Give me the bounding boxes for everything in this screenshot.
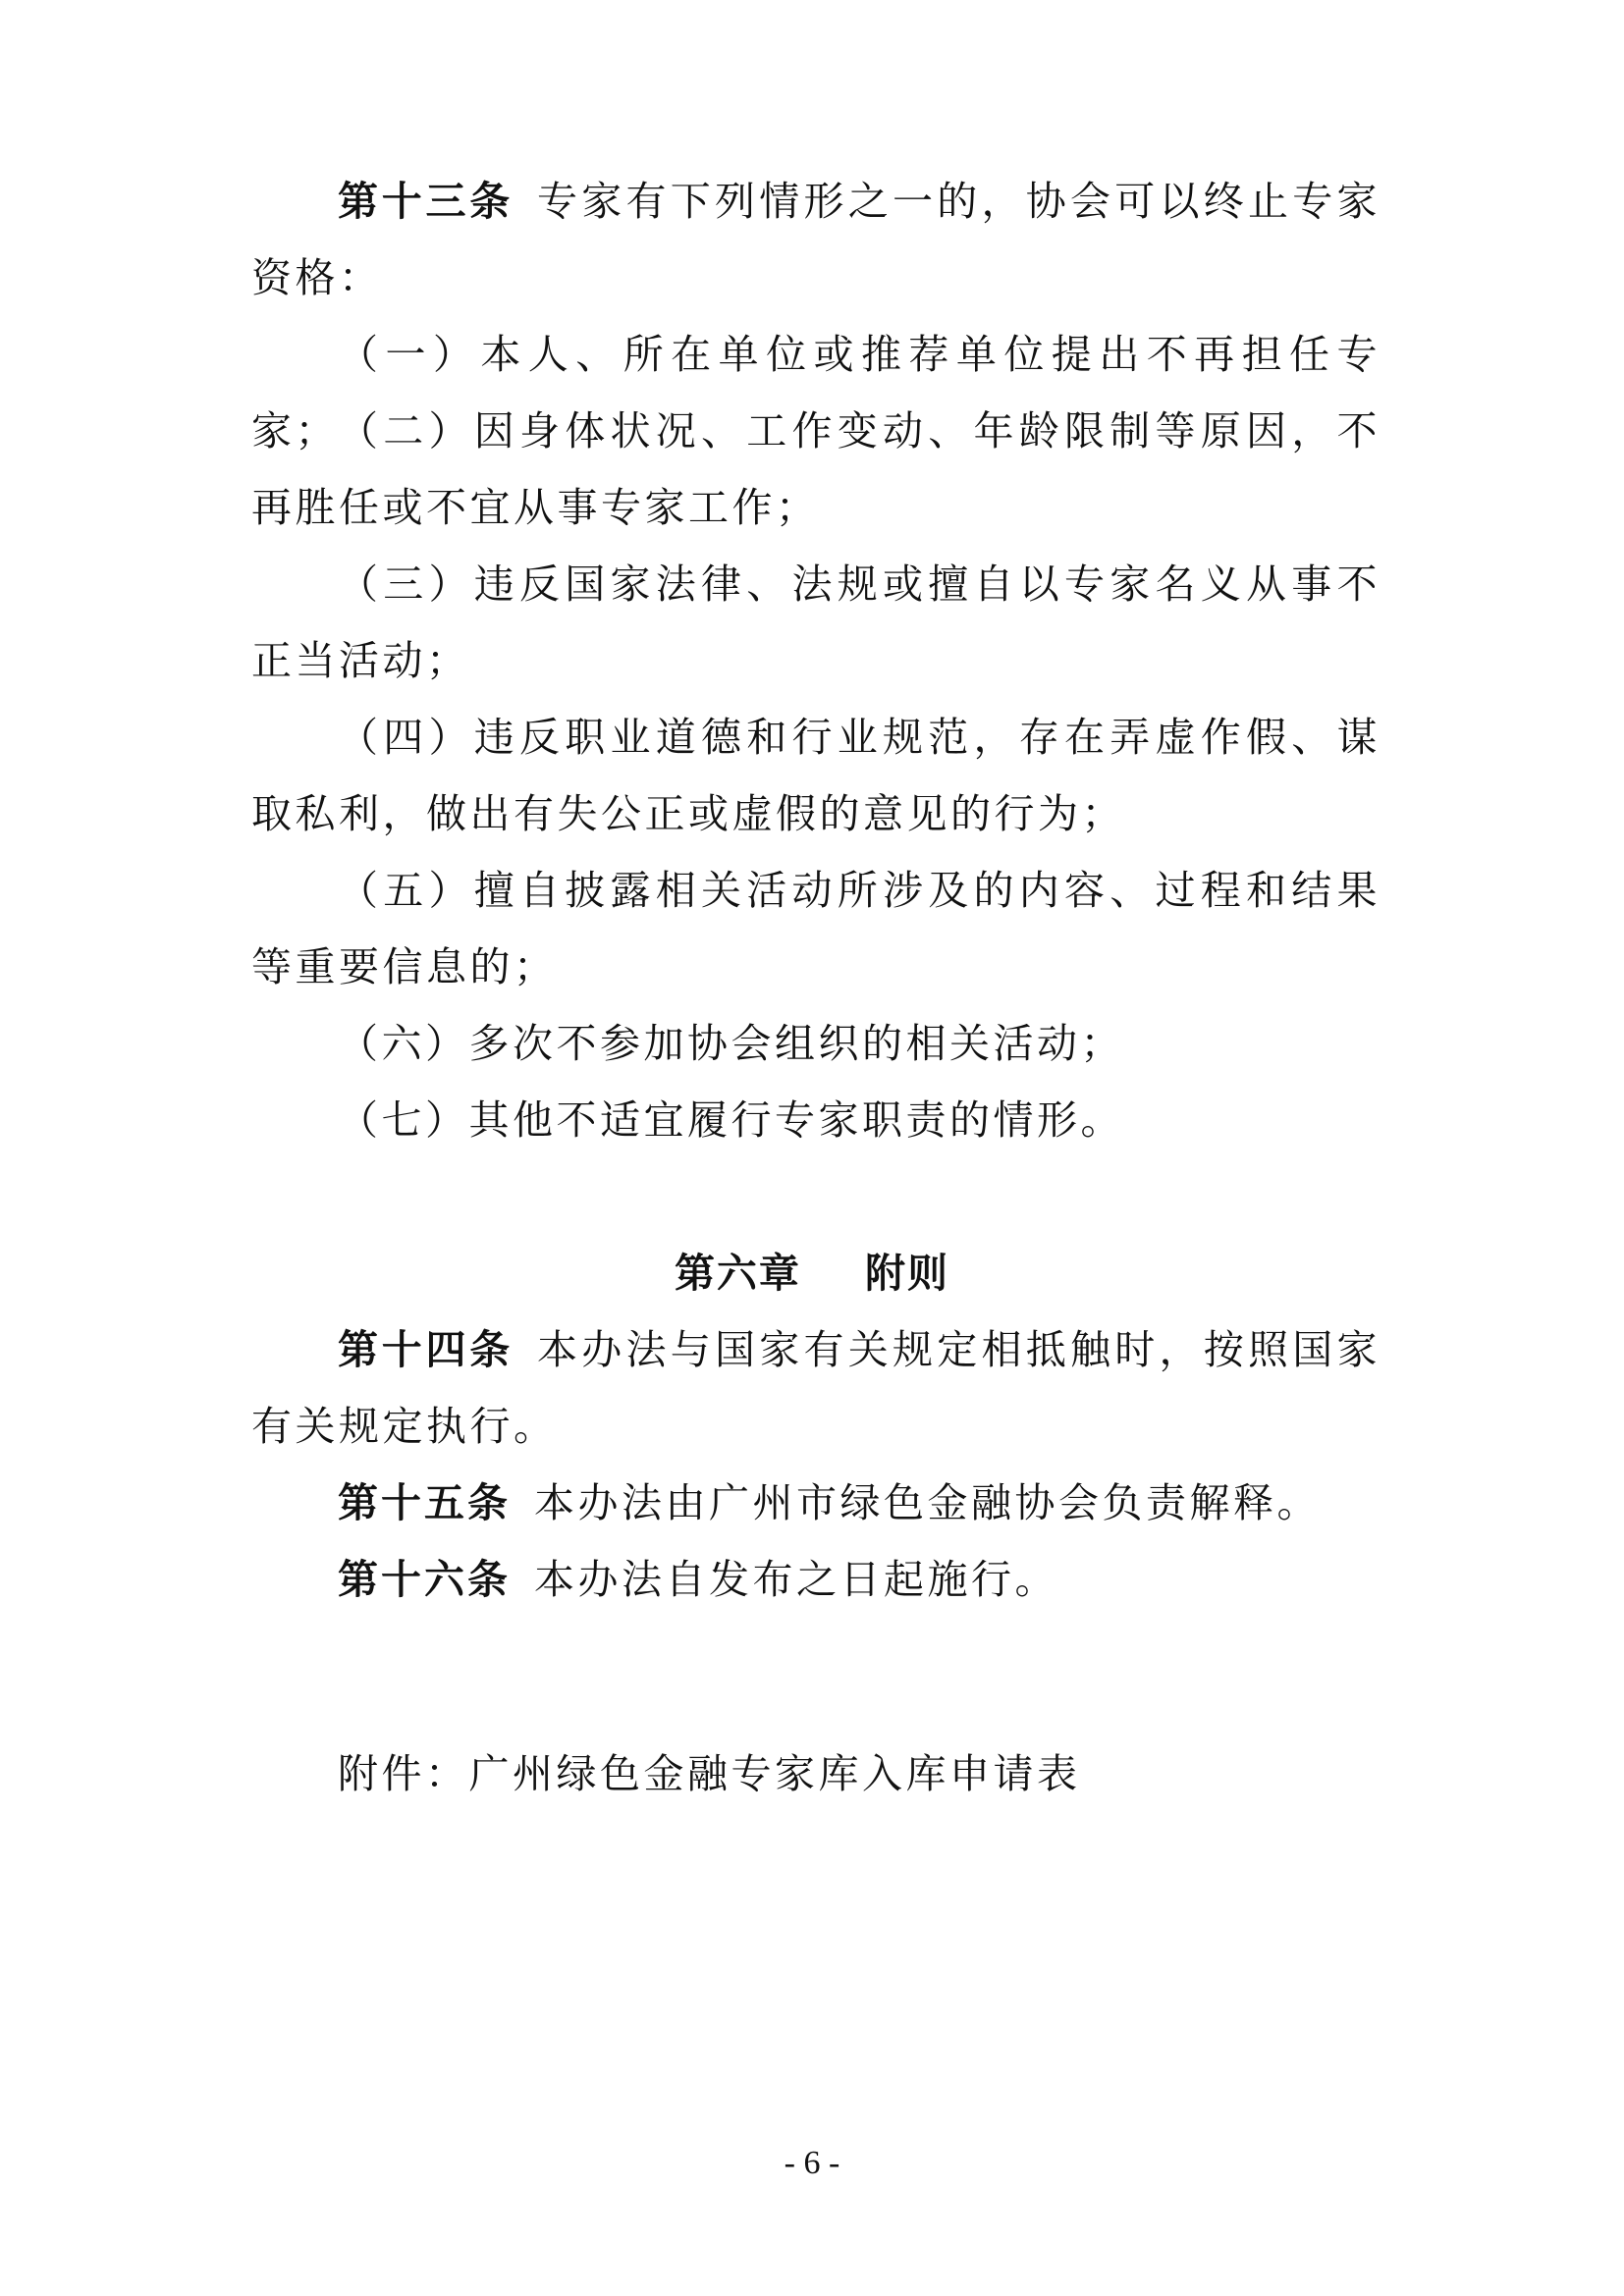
article-14 xyxy=(251,1311,1380,1465)
item-2: （二）因身体状况、工作变动、年龄限制等原因，不再胜任或不宜从事专家工作； xyxy=(251,407,1380,531)
item-7: （七）其他不适宜履行专家职责的情形。 xyxy=(338,1096,1124,1144)
article-14-text: 本办法与国家有关规定相抵触时，按照国家有关规定执行。 xyxy=(251,1326,1380,1450)
article-15-title: 第十五条 xyxy=(338,1479,511,1526)
article-13-title: 第十三条 xyxy=(338,178,514,225)
article-14-title: 第十四条 xyxy=(338,1326,514,1373)
article-13 xyxy=(251,163,1380,316)
article-15-text: 本办法由广州市绿色金融协会负责解释。 xyxy=(534,1479,1321,1526)
article-13-text: 专家有下列情形之一的，协会可以终止专家资格： xyxy=(251,178,1380,301)
page-number: - 6 - xyxy=(784,2145,840,2181)
item-5: （五）擅自披露相关活动所涉及的内容、过程和结果等重要信息的； xyxy=(251,867,1380,990)
item-4: （四）违反职业道德和行业规范，存在弄虚作假、谋取私利，做出有失公正或虚假的意见的行为； xyxy=(251,714,1380,837)
article-16 xyxy=(251,1541,1380,1618)
attachment-line: 附件：广州绿色金融专家库入库申请表 xyxy=(338,1750,1081,1797)
chapter-heading: 第六章 附则 xyxy=(674,1250,950,1297)
item-1: （一）本人、所在单位或推荐单位提出不再担任专家； xyxy=(251,331,1380,454)
item-3: （三）违反国家法律、法规或擅自以专家名义从事不正当活动； xyxy=(251,561,1380,684)
article-15 xyxy=(251,1465,1380,1541)
article-16-text: 本办法自发布之日起施行。 xyxy=(534,1556,1058,1603)
article-16-title: 第十六条 xyxy=(338,1556,511,1603)
item-6: （六）多次不参加协会组织的相关活动； xyxy=(338,1020,1124,1067)
